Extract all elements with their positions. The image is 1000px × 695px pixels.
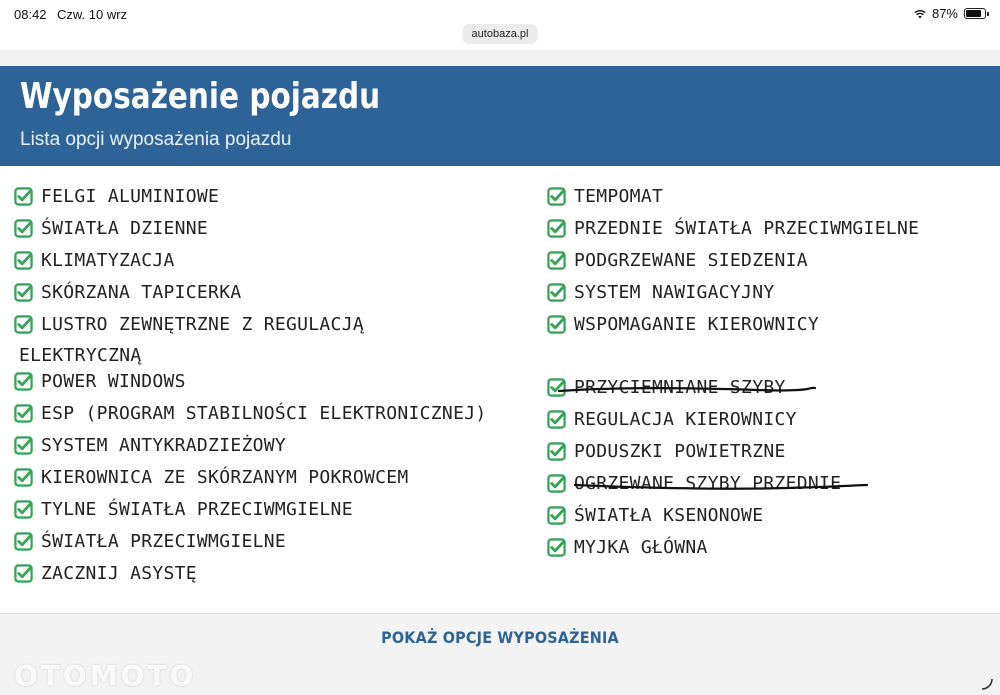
show-equipment-button[interactable]: POKAŻ OPCJE WYPOSAŻENIA (381, 628, 619, 647)
equipment-item (14, 184, 534, 216)
section-header (0, 66, 1000, 166)
equipment-item (14, 280, 534, 312)
check-icon (14, 372, 33, 391)
equipment-item-crossed (547, 375, 987, 407)
equipment-list (0, 166, 1000, 613)
equipment-item-crossed (547, 471, 987, 503)
equipment-item (547, 280, 987, 312)
equipment-label: ŚWIATŁA KSENONOWE (574, 505, 764, 526)
equipment-column-right (547, 184, 987, 567)
check-icon (547, 187, 566, 206)
equipment-item (14, 433, 534, 465)
status-time: 08:42 (14, 7, 47, 22)
equipment-item (547, 407, 987, 439)
equipment-label-line2: ELEKTRYCZNĄ (19, 345, 142, 366)
wifi-icon (914, 9, 926, 19)
equipment-label: SYSTEM NAWIGACYJNY (574, 282, 775, 303)
check-icon (14, 187, 33, 206)
equipment-label: FELGI ALUMINIOWE (41, 186, 220, 207)
equipment-item (14, 248, 534, 280)
status-date: Czw. 10 wrz (57, 7, 128, 22)
equipment-item (14, 529, 534, 561)
check-icon (547, 442, 566, 461)
equipment-label: ESP (PROGRAM STABILNOŚCI ELEKTRONICZNEJ) (41, 403, 487, 424)
check-icon (14, 500, 33, 519)
check-icon (14, 564, 33, 583)
equipment-label: SKÓRZANA TAPICERKA (41, 282, 242, 303)
check-icon (14, 532, 33, 551)
check-icon (547, 506, 566, 525)
check-icon (14, 251, 33, 270)
equipment-item (14, 369, 534, 401)
equipment-label: ŚWIATŁA PRZECIWMGIELNE (41, 531, 287, 552)
check-icon (14, 468, 33, 487)
equipment-label: ŚWIATŁA DZIENNE (41, 218, 209, 239)
equipment-item (14, 497, 534, 529)
equipment-label: KLIMATYZACJA (41, 250, 175, 271)
equipment-label: PRZEDNIE ŚWIATŁA PRZECIWMGIELNE (574, 218, 920, 239)
otomoto-watermark: OTOMOTO (14, 659, 197, 692)
equipment-item (547, 535, 987, 567)
equipment-label: REGULACJA KIEROWNICY (574, 409, 797, 430)
check-icon (547, 474, 566, 493)
check-icon (547, 219, 566, 238)
resize-corner-icon (980, 677, 994, 691)
check-icon (547, 251, 566, 270)
equipment-item (547, 439, 987, 471)
equipment-label: PRZYCIEMNIANE SZYBY (574, 377, 786, 398)
check-icon (14, 436, 33, 455)
equipment-item (547, 312, 987, 344)
equipment-item (14, 312, 534, 369)
battery-percent: 87% (931, 6, 958, 21)
check-icon (547, 538, 566, 557)
check-icon (547, 315, 566, 334)
equipment-label: TYLNE ŚWIATŁA PRZECIWMGIELNE (41, 499, 353, 520)
equipment-item (547, 184, 987, 216)
check-icon (547, 410, 566, 429)
equipment-item (14, 465, 534, 497)
equipment-item (14, 216, 534, 248)
equipment-item (14, 401, 534, 433)
status-right (914, 6, 986, 21)
address-bar[interactable]: autobaza.pl (463, 24, 538, 44)
equipment-label: TEMPOMAT (574, 186, 664, 207)
equipment-item (547, 248, 987, 280)
status-bar (0, 0, 1000, 50)
battery-icon (964, 8, 986, 19)
equipment-label: ZACZNIJ ASYSTĘ (41, 563, 197, 584)
footer-bar (0, 613, 1000, 663)
battery-fill (966, 10, 981, 17)
equipment-item (547, 216, 987, 248)
equipment-label: KIEROWNICA ZE SKÓRZANYM POKROWCEM (41, 467, 409, 488)
spacer (547, 344, 987, 375)
equipment-label-line1: LUSTRO ZEWNĘTRZNE Z REGULACJĄ (41, 314, 364, 335)
equipment-label: POWER WINDOWS (41, 371, 186, 392)
equipment-label: MYJKA GŁÓWNA (574, 537, 708, 558)
page-subtitle: Lista opcji wyposażenia pojazdu (20, 129, 292, 150)
check-icon (14, 283, 33, 302)
equipment-label: PODGRZEWANE SIEDZENIA (574, 250, 808, 271)
equipment-label: WSPOMAGANIE KIEROWNICY (574, 314, 820, 335)
check-icon (14, 315, 33, 334)
equipment-item (547, 503, 987, 535)
check-icon (547, 283, 566, 302)
equipment-label (19, 312, 511, 369)
equipment-label: OGRZEWANE SZYBY PRZEDNIE (574, 473, 842, 494)
equipment-item (14, 561, 534, 593)
equipment-label: PODUSZKI POWIETRZNE (574, 441, 786, 462)
equipment-column-left (14, 184, 534, 593)
check-icon (14, 404, 33, 423)
check-icon (547, 378, 566, 397)
check-icon (14, 219, 33, 238)
page-title: Wyposażenie pojazdu (20, 76, 381, 117)
equipment-label: SYSTEM ANTYKRADZIEŻOWY (41, 435, 287, 456)
